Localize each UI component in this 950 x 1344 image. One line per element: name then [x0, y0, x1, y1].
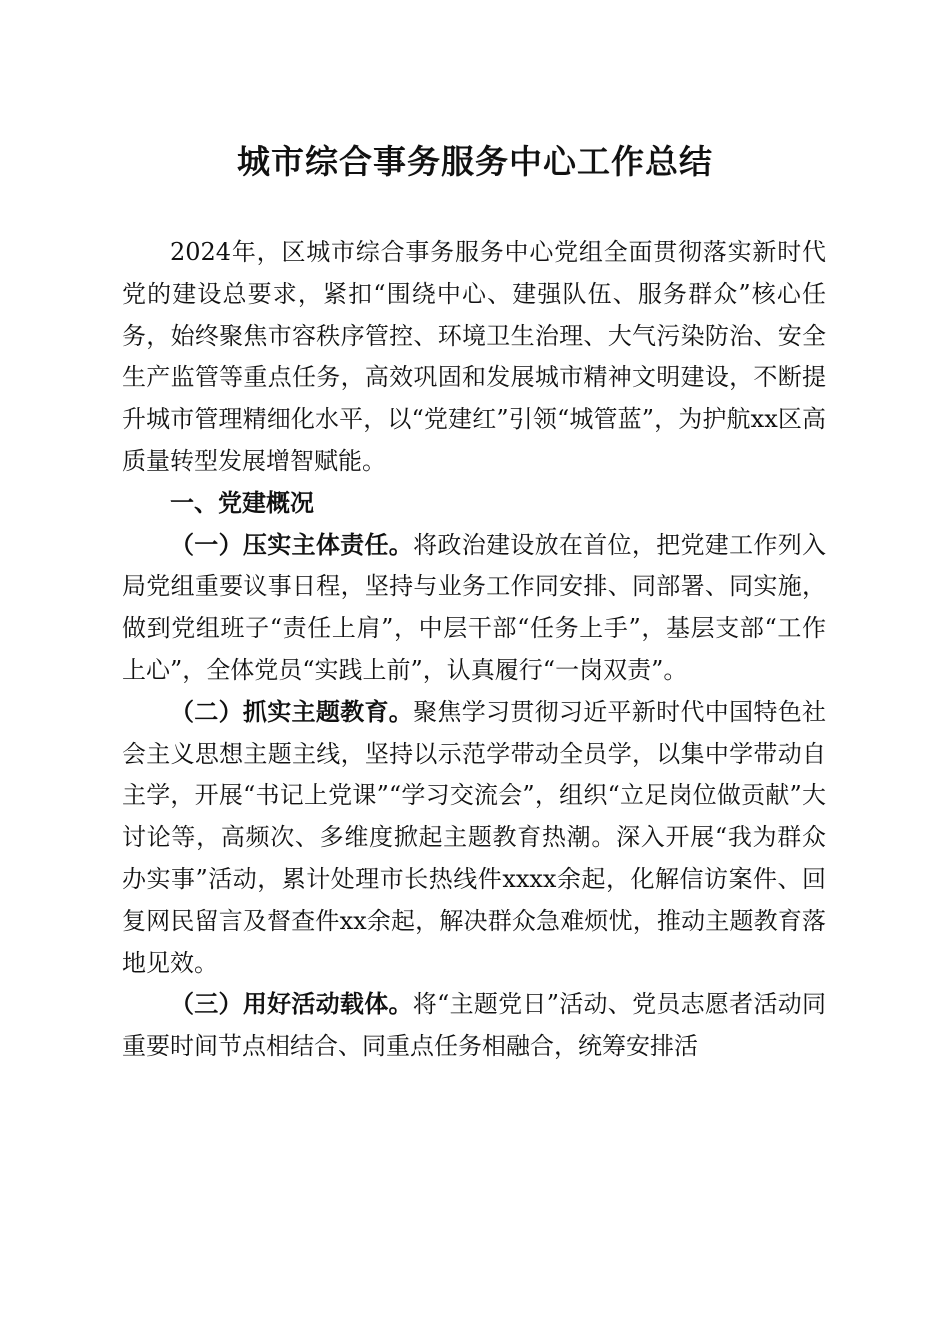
paragraph-responsibility [122, 525, 826, 692]
paragraph-lead: （一）压实主体责任。 [170, 530, 414, 559]
document-body [122, 232, 826, 1068]
document-title: 城市综合事务服务中心工作总结 [237, 142, 713, 181]
paragraph-theme-education [122, 692, 826, 985]
paragraph-lead: （二）抓实主题教育。 [170, 697, 414, 726]
paragraph-text: 将“主题党日”活动、党员志愿者活动同重要时间节点相结合、同重点任务相融合，统筹安排活 [122, 990, 826, 1061]
section-heading-party-building: 一、党建概况 [170, 488, 314, 517]
paragraph-text: 聚焦学习贯彻习近平新时代中国特色社会主义思想主题主线，坚持以示范学带动全员学，以集中学带动自主学，开展“书记上党课”“学习交流会”，组织“立足岗位做贡献”大讨论等，高频次、多维度掀起主题教育热潮。深入开展“我为群众办实事”活动，累计处理市长热线件xxxx余起，化解信访案件、回复网民留言及督查件xx余起，解决群众急难烦忧，推动主题教育落地见效。 [122, 697, 827, 977]
paragraph-activity-carriers [122, 984, 826, 1068]
paragraph-text: 将政治建设放在首位，把党建工作列入局党组重要议事日程，坚持与业务工作同安排、同部署、同实施，做到党组班子“责任上肩”，中层干部“任务上手”，基层支部“工作上心”，全体党员“实践上前”，认真履行“一岗双责”。 [122, 530, 827, 684]
paragraph-lead: （三）用好活动载体。 [170, 990, 413, 1019]
intro-paragraph: 2024年，区城市综合事务服务中心党组全面贯彻落实新时代党的建设总要求，紧扣“围绕中心、建强队伍、服务群众”核心任务，始终聚焦市容秩序管控、环境卫生治理、大气污染防治、安全生产监管等重点任务，高效巩固和发展城市精神文明建设，不断提升城市管理精细化水平，以“党建红”引领“城管蓝”，为护航xx区高质量转型发展增智赋能。 [122, 238, 826, 475]
